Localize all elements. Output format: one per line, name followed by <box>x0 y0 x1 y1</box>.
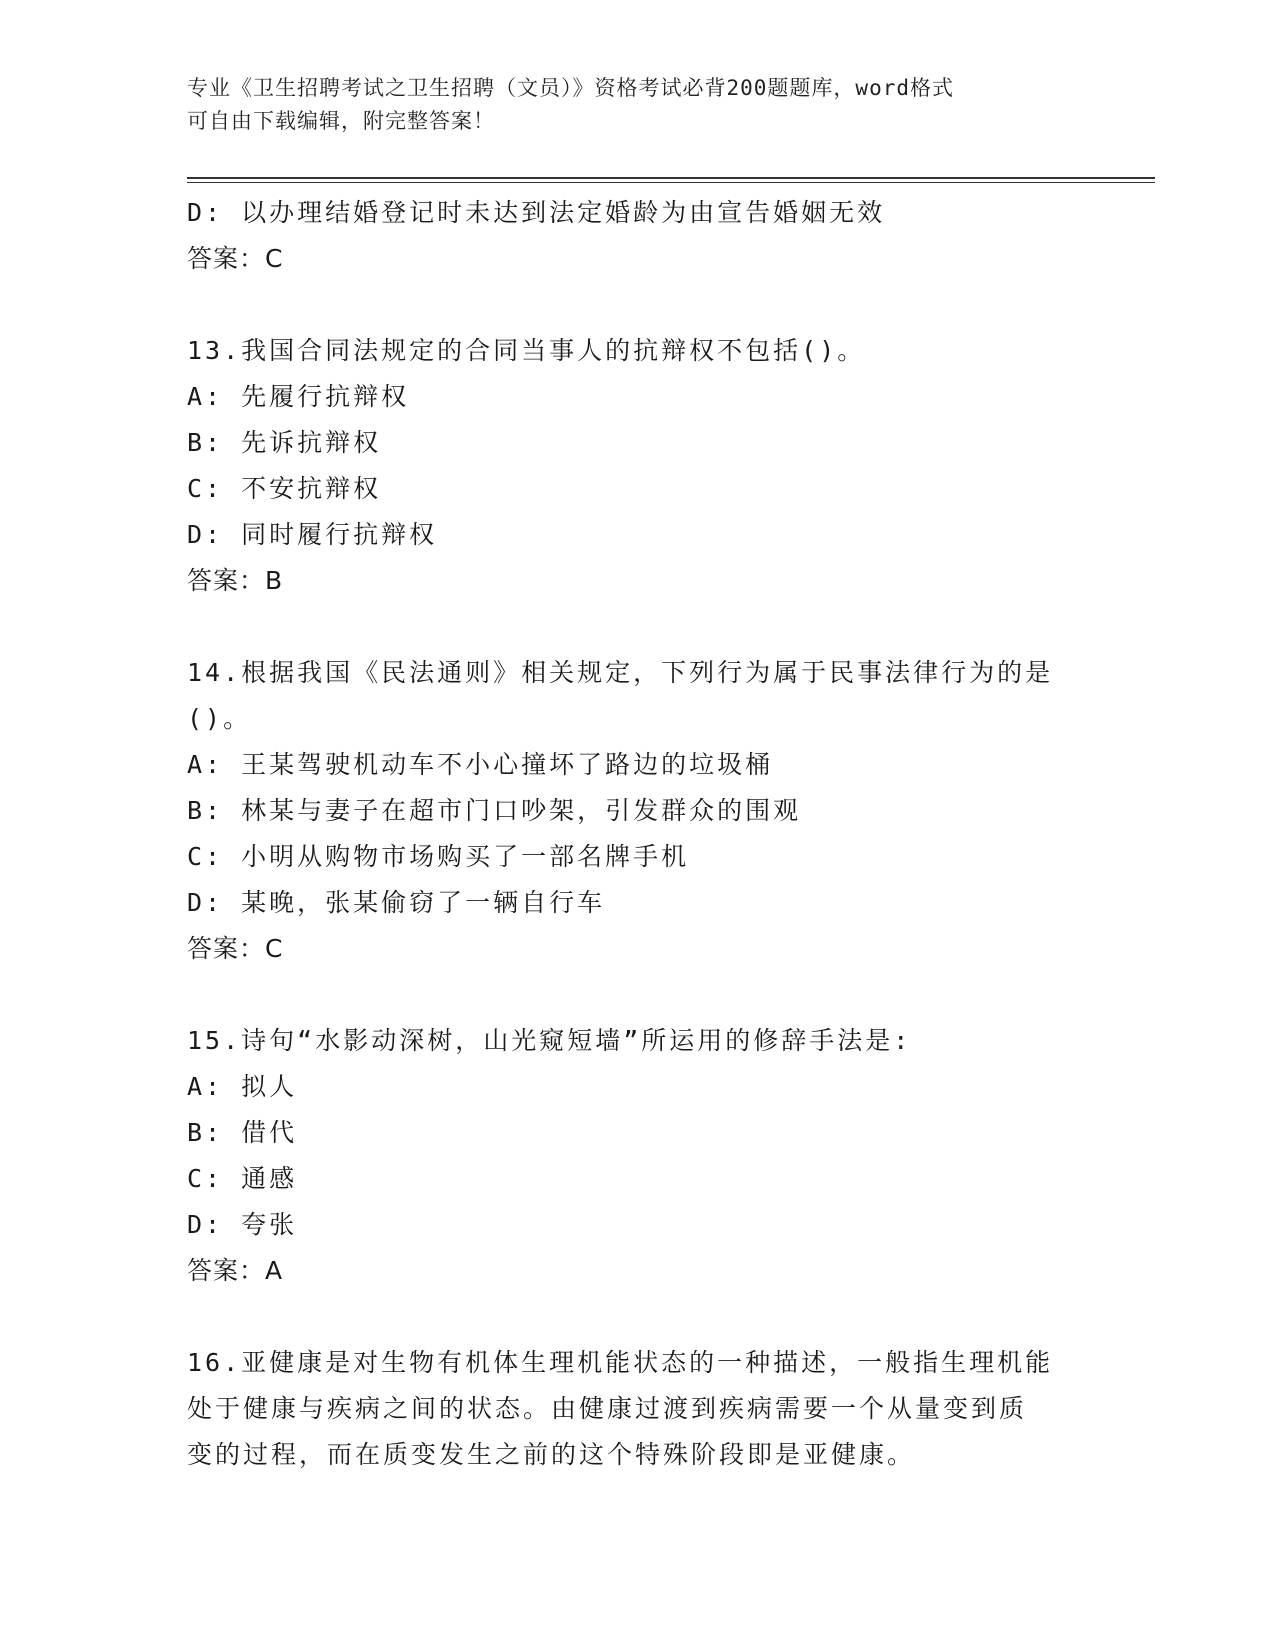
question-12-tail <box>187 190 1087 282</box>
question-15 <box>187 1018 1087 1294</box>
spacer <box>187 604 1087 650</box>
option-d: D: 某晚，张某偷窃了一辆自行车 <box>187 888 606 917</box>
question-stem-line-2: ()。 <box>187 704 252 733</box>
header-line-2: 可自由下载编辑，附完整答案！ <box>187 109 495 133</box>
option-b: B: 先诉抗辩权 <box>187 428 382 457</box>
header-divider-thin <box>187 182 1155 183</box>
option-b: B: 林某与妻子在超市门口吵架，引发群众的围观 <box>187 796 802 825</box>
question-list <box>187 190 1087 1478</box>
answer-label: 答案：B <box>187 566 284 595</box>
question-13 <box>187 328 1087 604</box>
document-header <box>187 72 1067 138</box>
option-a: A: 拟人 <box>187 1072 298 1101</box>
question-stem: 13.我国合同法规定的合同当事人的抗辩权不包括()。 <box>187 336 866 365</box>
spacer <box>187 972 1087 1018</box>
option-c: C: 不安抗辩权 <box>187 474 382 503</box>
question-stem: 15.诗句“水影动深树，山光窥短墙”所运用的修辞手法是: <box>187 1026 912 1055</box>
answer-label: 答案：C <box>187 244 284 273</box>
option-d: D: 同时履行抗辩权 <box>187 520 438 549</box>
option-d: D: 以办理结婚登记时未达到法定婚龄为由宣告婚姻无效 <box>187 198 886 227</box>
option-c: C: 通感 <box>187 1164 298 1193</box>
option-d: D: 夸张 <box>187 1210 298 1239</box>
header-line-1: 专业《卫生招聘考试之卫生招聘（文员）》资格考试必背200题题库，word格式 <box>187 76 954 100</box>
answer-label: 答案：C <box>187 934 284 963</box>
spacer <box>187 1294 1087 1340</box>
question-stem-line-3: 变的过程，而在质变发生之前的这个特殊阶段即是亚健康。 <box>187 1440 916 1469</box>
question-14 <box>187 650 1087 972</box>
option-c: C: 小明从购物市场购买了一部名牌手机 <box>187 842 690 871</box>
option-a: A: 王某驾驶机动车不小心撞坏了路边的垃圾桶 <box>187 750 774 779</box>
question-stem-line-2: 处于健康与疾病之间的状态。由健康过渡到疾病需要一个从量变到质 <box>187 1394 1028 1423</box>
question-stem-line-1: 16.亚健康是对生物有机体生理机能状态的一种描述，一般指生理机能 <box>187 1348 1054 1377</box>
option-a: A: 先履行抗辩权 <box>187 382 410 411</box>
option-b: B: 借代 <box>187 1118 298 1147</box>
question-stem-line-1: 14.根据我国《民法通则》相关规定，下列行为属于民事法律行为的是 <box>187 658 1054 687</box>
answer-label: 答案：A <box>187 1256 284 1285</box>
header-divider <box>187 177 1155 179</box>
question-16 <box>187 1340 1087 1478</box>
spacer <box>187 282 1087 328</box>
